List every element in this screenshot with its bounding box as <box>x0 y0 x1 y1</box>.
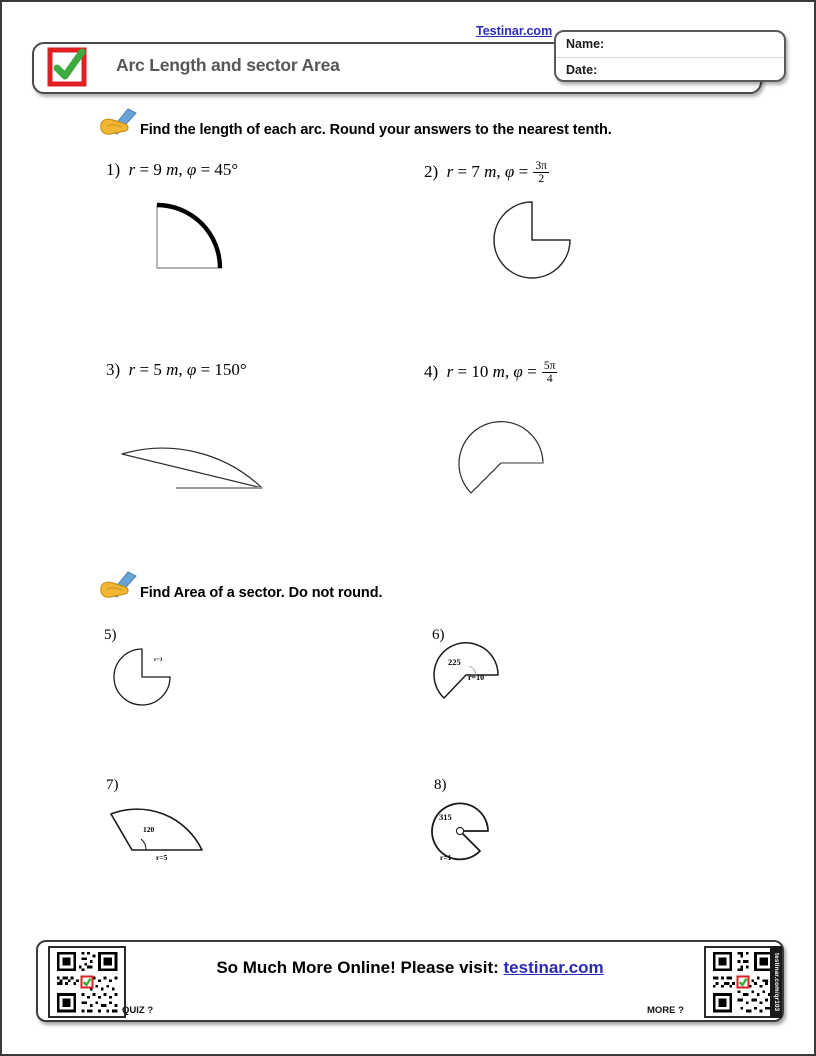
problem-7-angle-label: 120 <box>143 825 155 834</box>
page-title: Arc Length and sector Area <box>116 55 340 75</box>
footer-message-prefix: So Much More Online! Please visit: <box>216 958 504 977</box>
testinar-site-link[interactable]: Testinar.com <box>476 24 553 38</box>
problem-1-statement: 1) r = 9 m, φ = 45° <box>106 160 239 179</box>
problem-5-figure <box>112 647 174 707</box>
checkbox-check-icon <box>46 44 92 90</box>
quiz-label: QUIZ ? <box>122 1005 154 1016</box>
problem-6-number: 6) <box>432 627 445 643</box>
problem-2-angle-fraction <box>533 160 549 186</box>
problem-2-angle-denominator: 2 <box>533 172 549 185</box>
section-instruction-text: Find the length of each arc. Round your answers to the nearest tenth. <box>140 122 612 138</box>
problem-8-figure <box>430 800 490 862</box>
problem-6-figure <box>430 647 502 703</box>
problem-3-figure <box>116 406 268 492</box>
problem-4-radius: 10 <box>471 362 489 382</box>
problem-2-angle-numerator: 3π <box>535 160 547 172</box>
problem-4-angle-denominator: 4 <box>542 372 558 385</box>
problem-2-statement: 2) r = 7 m, φ = $\frac{3\pi}{2}$ <box>424 160 547 186</box>
problem-4-angle-numerator: 5π <box>543 360 556 372</box>
problem-8-number: 8) <box>434 777 447 793</box>
problem-6-radius-label: r=10 <box>468 673 485 682</box>
name-row[interactable] <box>556 32 784 58</box>
problem-5-number: 5) <box>104 627 117 643</box>
section-instruction-text: Find Area of a sector. Do not round. <box>140 585 383 601</box>
problem-2-radius: 7 <box>471 162 480 182</box>
problem-4-statement: 4) r = 10 m, φ = $\frac{5\pi}{4}$ <box>424 360 556 386</box>
name-label: Name: <box>566 37 605 51</box>
problem-7-radius-label: r=5 <box>156 853 168 862</box>
problem-2-number: 2) <box>424 162 439 182</box>
problem-1-angle: 45° <box>214 160 239 179</box>
page-header <box>2 2 816 102</box>
problem-6-angle-label: 225 <box>448 657 461 667</box>
qr-code-quiz[interactable] <box>48 946 126 1018</box>
date-row[interactable] <box>556 58 784 84</box>
problem-3-statement: 3) r = 5 m, φ = 150° <box>106 360 247 379</box>
problem-4-angle-var: φ <box>513 362 523 382</box>
problem-8-angle-label: 315 <box>439 812 452 822</box>
date-label: Date: <box>566 63 598 77</box>
problem-1-unit: m <box>166 160 179 179</box>
problem-4-number: 4) <box>424 362 439 382</box>
problem-1-radius: 9 <box>153 160 162 179</box>
problem-8-radius-label: r=1 <box>440 853 452 862</box>
problem-1-angle-var: φ <box>186 160 197 179</box>
problem-2-angle-var: φ <box>504 162 515 182</box>
problem-3-unit: m <box>166 360 179 379</box>
problem-3-radius: 5 <box>153 360 162 379</box>
problem-2-figure <box>491 199 575 281</box>
problem-1-number: 1) <box>106 160 121 179</box>
problem-3-angle: 150° <box>214 360 247 379</box>
problem-2-unit: m <box>484 162 497 182</box>
problem-4-figure <box>442 410 552 508</box>
pointing-hand-icon <box>98 108 142 138</box>
footer-message <box>38 958 782 978</box>
problem-1-figure <box>152 200 228 274</box>
problem-7-number: 7) <box>106 777 119 793</box>
problem-4-angle-fraction <box>542 360 558 386</box>
problem-5-radius-label: r=3 <box>154 657 163 663</box>
more-label: MORE ? <box>647 1005 684 1016</box>
qr-right-caption: testinar.com/qr103 <box>770 946 782 1018</box>
problem-3-number: 3) <box>106 360 121 379</box>
pointing-hand-icon <box>98 571 142 601</box>
footer-url-link[interactable]: testinar.com <box>503 958 604 977</box>
name-date-box <box>554 30 786 82</box>
problem-4-unit: m <box>492 362 505 382</box>
problem-3-angle-var: φ <box>186 360 197 379</box>
problem-7-figure <box>108 802 208 858</box>
